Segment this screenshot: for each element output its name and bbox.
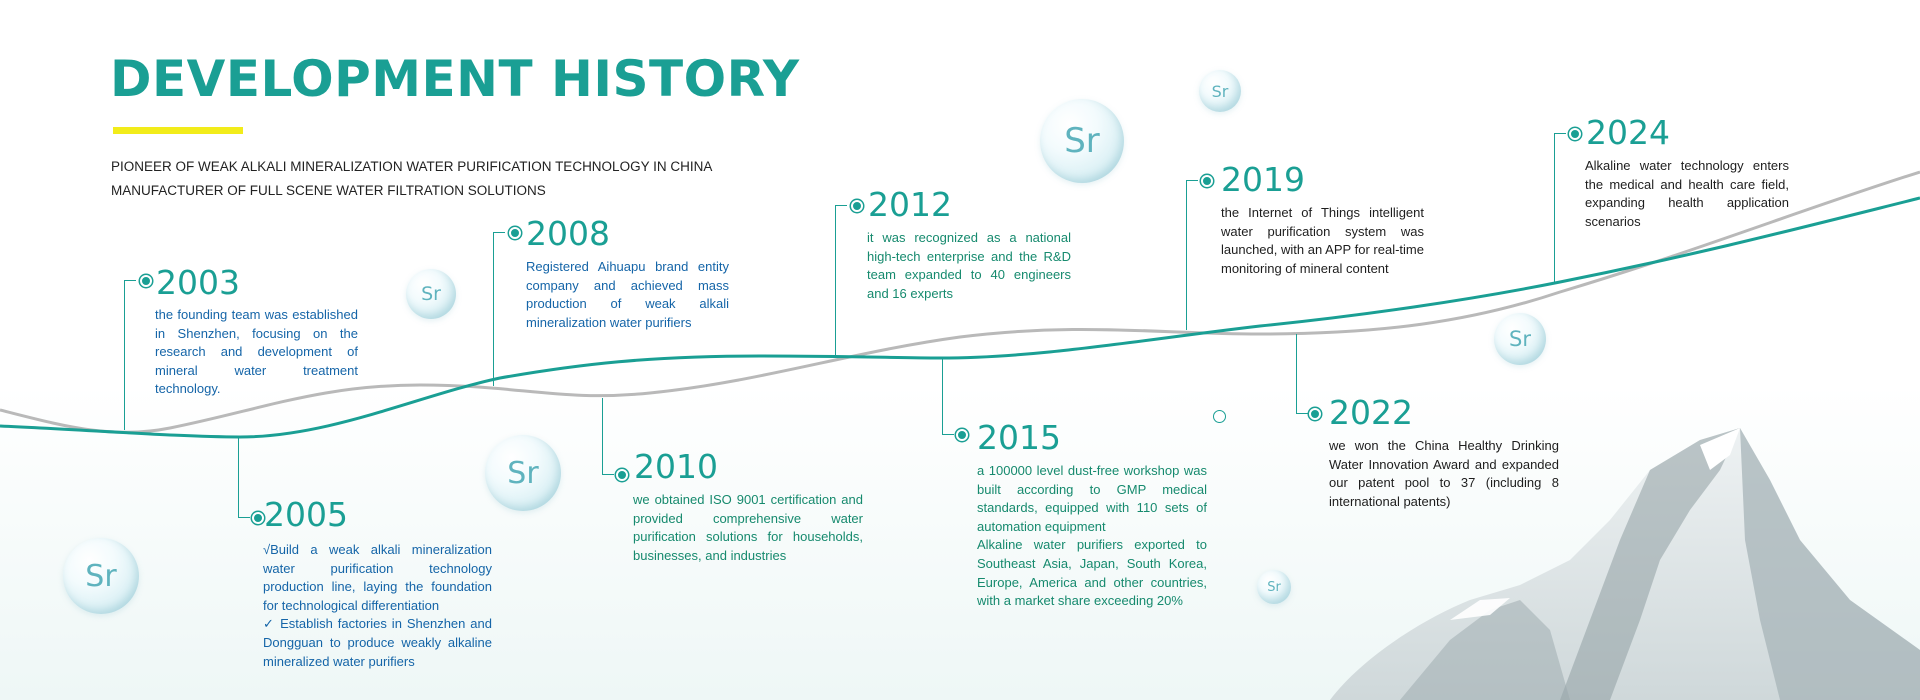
milestone-dot — [1569, 128, 1581, 140]
milestone-year-2012: 2012 — [868, 185, 952, 224]
sr-bubble: Sr — [485, 435, 561, 511]
subtitle — [111, 155, 712, 203]
subtitle-line-2: MANUFACTURER OF FULL SCENE WATER FILTRATION SOLUTIONS — [111, 183, 546, 198]
subtitle-line-1: PIONEER OF WEAK ALKALI MINERALIZATION WATER PURIFICATION TECHNOLOGY IN CHINA — [111, 159, 713, 174]
milestone-year-2024: 2024 — [1586, 113, 1670, 152]
milestone-desc-2015: a 100000 level dust-free workshop was built according to GMP medical standards, equipped with 110 sets of automation equipment Alkaline water purifiers exported to Southeast Asia, Japan, South Korea, Europe, America and other countries, with a market share exceeding 20% — [977, 463, 1207, 609]
milestone-desc-2022: we won the China Healthy Drinking Water Innovation Award and expanded our patent pool to 37 (including 8 international patents) — [1329, 438, 1559, 509]
sr-bubble: Sr — [1257, 570, 1291, 604]
milestone-dot — [1309, 408, 1321, 420]
milestone-year-2005: 2005 — [264, 495, 348, 534]
ring-marker — [1213, 410, 1226, 423]
sr-bubble: Sr — [63, 538, 139, 614]
sr-bubble: Sr — [406, 269, 456, 319]
milestone-year-2019: 2019 — [1221, 160, 1305, 199]
milestone-year-2022: 2022 — [1329, 393, 1413, 432]
milestone-dot — [252, 512, 264, 524]
sr-bubble: Sr — [1494, 313, 1546, 365]
milestone-desc-2012: it was recognized as a national high-tech enterprise and the R&D team expanded to 40 engineers and 16 experts — [867, 230, 1071, 301]
page-title: DEVELOPMENT HISTORY — [110, 50, 800, 108]
milestone-dot — [140, 275, 152, 287]
milestone-dot — [509, 227, 521, 239]
milestone-desc-2019: the Internet of Things intelligent water purification system was launched, with an APP for real-time monitoring of mineral content — [1221, 205, 1424, 276]
milestone-dot — [851, 200, 863, 212]
milestone-desc-2010: we obtained ISO 9001 certification and provided comprehensive water purification solutions for households, businesses, and industries — [633, 492, 863, 563]
milestone-year-2008: 2008 — [526, 214, 610, 253]
sr-bubble: Sr — [1199, 70, 1241, 112]
milestone-year-2010: 2010 — [634, 447, 718, 486]
milestone-year-2003: 2003 — [156, 263, 240, 302]
title-underline — [113, 127, 243, 134]
sr-bubble: Sr — [1040, 99, 1124, 183]
milestone-desc-2024: Alkaline water technology enters the medical and health care field, expanding health application scenarios — [1585, 158, 1789, 229]
milestone-year-2015: 2015 — [977, 418, 1061, 457]
milestone-desc-2008: Registered Aihuapu brand entity company and achieved mass production of weak alkali mineralization water purifiers — [526, 259, 729, 330]
milestone-desc-2005: √Build a weak alkali mineralization water purification technology production line, laying the foundation for technological differentiation ✓ Establish factories in Shenzhen and Dongguan to produce weakly alkaline mineralized water purifiers — [263, 542, 492, 669]
milestone-desc-2003: the founding team was established in Shenzhen, focusing on the research and development of mineral water treatment technology. — [155, 307, 358, 397]
milestone-dot — [1201, 175, 1213, 187]
milestone-dot — [956, 429, 968, 441]
milestone-dot — [616, 469, 628, 481]
